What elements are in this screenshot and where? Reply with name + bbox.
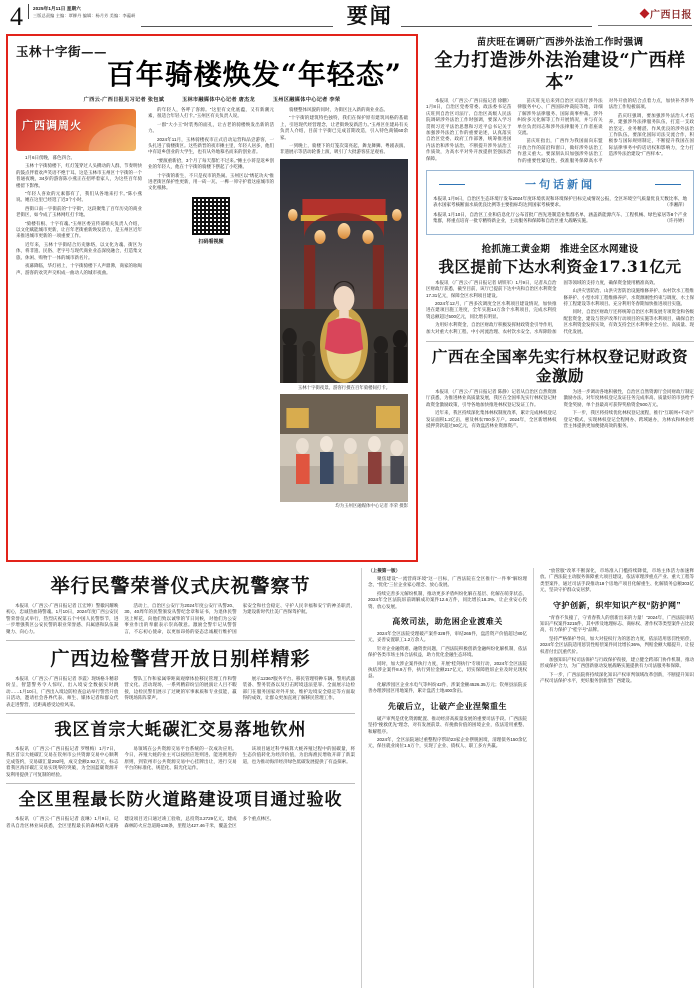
paragraph: 为进一步调动各地积极性，自治区自然资源厅会同财政厅制定激励办法，对年度林权登记发证任务完成率高、质量好的市县给予资金奖励，单个县最高可获得奖励资金500万元。 [563, 388, 694, 407]
paragraph: “放管服”改革不断深化，市场准入门槛持续降低，市场主体活力加速释放。广西法院主动服务保障重大项目建设，依法审理涉重点产业、重大工程等类型案件，通过司法手段推动18个房地产项目化解重生、化解债务总额303亿元，坚决守护群众安居梦。 [540, 568, 694, 593]
paragraph: 针对企业融资难、融资贵问题，广西法院积极创新金融纠纷化解机制，依法保护各类市场主体合法权益，助力优化金融生态环境。 [368, 645, 527, 658]
mid-sub2-body [368, 716, 527, 750]
water-body [426, 280, 694, 336]
border-inspection-headline: 广西边检警营开放日别样精彩 [50, 648, 311, 671]
paragraph: 苗庆旺先后来到自治区司法厅涉外法律服务中心、广西国际仲裁院等地，详细了解涉外法律服务、国际商事仲裁、涉外纠纷多元化解等工作开展情况，并与有关单位负责同志和涉外法律服务工作者座谈交流。 [517, 98, 603, 136]
feature-headline: 百年骑楼焕发“年轻态” [106, 58, 402, 91]
paragraph: “骑楼有根、十字有魂。”玉州区委宣传部相关负责人介绍，以文化赋能城市更新，让百年老街重新焕发活力，是玉州区近年来推进城市更新的一项重要工作。 [16, 220, 142, 239]
feature-article [6, 34, 418, 562]
news-item-text: 本报讯 1月9日，自治区生态环境厅发布2024年度环境状况和环境保护目标完成情况公报，全区环境空气质量优良天数比率、地表水国家考核断面水质优良比例等主要指标均达到国家考核要求。 [433, 196, 687, 208]
news-item [433, 196, 687, 209]
mid-subhead-1: 高效司法，助危困企业渡难关 [392, 617, 503, 627]
paragraph: 下一步，广西法院将持续深化知识产权审判领域改革创新，不断提升知识产权司法保护水平，更好服务创新型广西建设。 [540, 671, 694, 684]
news-item-signature: （李湘萍） [664, 202, 687, 208]
byline-2: 玉林市融媒体中心记者 唐杰龙 [181, 97, 256, 103]
divider [6, 640, 355, 641]
paragraph: 苗庆旺指出，广西作为我国面向东盟开放合作的前沿和窗口，做好涉外法治工作意义重大。要深刻认识加强涉外法治工作的重要性紧迫性，找准服务保障高水平对外开放的结合点着力点，加快补齐涉外法治工作短板弱项。 [517, 98, 694, 163]
folio-meta [28, 4, 141, 19]
mid-sub1-body [368, 631, 527, 695]
photo-illustration [280, 159, 408, 383]
feature-photo-credit: 均为玉州区融媒体中心记者 李荣 摄影 [335, 503, 408, 509]
paragraph: 山洪灾害防治、山洪灾害防治设施维修养护、农村饮水工程维修养护、小型水库工程维修养护、水资源刚性约束与调度、水土保持工程建设等水利项目。充分利用冬春期加快推进项目实施。 [563, 288, 694, 306]
paragraph: 苗庆旺强调，要加强涉外法治人才培养，建强涉外法律服务队伍，打造一支政治坚定、业务精湛、作风优良的涉外法治工作队伍。要深化国际司法交流合作，积极参与国际规则制定，不断提升我国在国际法律事务中的话语权和影响力，全力打造涉外法治建设“广西样本”。 [608, 112, 694, 157]
lower-left-column [6, 568, 362, 988]
paragraph: 坚持严格保护导向，加大对侵权行为的惩治力度，依法适用惩罚性赔偿，2024年全区法院适用惩罚性赔偿案件同比增长36%，判赔金额大幅提升，让侵权者付出沉重代价。 [540, 635, 695, 654]
news-item-signature: （许丹婷） [664, 218, 687, 224]
paragraph: 该项目通过科学核算大蚝养殖过程中的固碳量，将生态价值转化为经济价值，为沿海渔民增收开辟了新渠道，也为推动海洋经济绿色低碳发展提供了有益探索。 [242, 746, 355, 764]
right-sub-body [540, 615, 694, 685]
paragraph: 警队工作和家属零距离观摩体验移民管理工作和警营文化。活动现场，一系列精彩纷呈的展演让人目不暇接，边检民警们展示了过硬的军事素质和专业技能，赢得现场阵阵掌声。 [124, 676, 237, 701]
mid-intro-body [368, 576, 527, 610]
publication-date: 2025年1月11日 星期六 [33, 6, 81, 11]
paragraph: 下一步，我区将持续优化林权登记流程，推行“互联网+不动产登记”模式，实现林权登记全程网办、跨域通办，为林农和林业经营主体提供更加便捷高效的服务。 [563, 410, 694, 428]
right-column [418, 34, 694, 562]
paragraph: 近年来，我区持续深化集体林权制度改革，累计完成林权登记发证面积1.2亿亩，惠及林农700多万户。2024年，全区新增林权抵押贷款超过50亿元，有效盘活林业资源资产。 [426, 410, 557, 428]
qr-block[interactable] [148, 196, 274, 245]
news-item-text: 本报讯 1月10日，自治区工业和信息化厅公布首批广西先进制造业集群名单，涵盖新能源汽车、工程机械、绿色家居等8个产业集群，将重点培育一批专精特新企业，主动服务和保障和自治区重大战略实施。 [433, 211, 687, 224]
mid-subhead-2: 先破后立，让破产企业涅槃重生 [388, 701, 507, 711]
paragraph: 本报讯 （广西云-广西日报记者 徐鹏）1月8日，自治区党委常委、政法委书记苗庆旺到自治区司法厅、自治区高级人民法院调研涉外法治工作时强调，要深入学习贯彻习近平法治思想和习近平总书记关于加强涉外法治工作的重要论述，认真落实自治区党委、政府工作部署，统筹推进国内法治和涉外法治，不断提升涉外法治工作质效，为高水平对外开放提供坚强法治保障。 [426, 98, 512, 161]
editor-credits: 三版总责编 主编：覃柳丹 编辑：杨月芳 美编：李蕴岍 [33, 13, 136, 18]
paragraph: “青春不负撞了，守青春我人的创新出来的力量！”2024年，广西法院审结知识产权案件3215件，其中涉及地理标志、商标权、著作权等类型案件占比较高，有力保护了“桂字号”品牌。 [540, 614, 695, 633]
jump-line: （上接第一版） [368, 568, 401, 573]
paragraph: 本报讯 （广西云-广西日报记者 胡铁军）1月9日，记者从自治区财政厅获悉，截至目前，该厅已提前下达中央和自治区水利资金17.31亿元，保障全区水利项目建设。 [426, 279, 557, 298]
paragraph: 本报讯 （广西云-广西日报记者 罗继梅）1月7日，我区首宗大蚝碳汇交易在钦州市公共资源交易中心顺利完成签约，交易碳汇量292吨，成交金额2.92万元，标志着我区海洋碳汇交易实现零的突破，为全国蓝碳资源开发利用提供了可复制的经验。 [6, 746, 119, 777]
main-content-grid [6, 34, 694, 562]
guangxi-brand-art [16, 109, 136, 151]
paragraph: 本报讯 （广西云-广西日报记者 江宏坤）警徽闪耀映初心，忠诚热血铸警魂。1月10日，2024年度广西公安民警荣誉仪式举行，热烈庆祝第五个中国人民警察节，进一步增强我区公安民警的职业荣誉感、归属感和队伍凝聚力、向心力。 [6, 603, 119, 634]
lower-section [6, 568, 694, 988]
paragraph: 近年来，玉林十字街结合历史脉络，以文化为魂、街区为体，将非遗、民俗、老字号与现代商业业态深度融合，打造集文旅、休闲、购物于一体的城市新名片。 [16, 241, 142, 260]
paragraph: 同时，加大涉企案件执行力度，开展“桂剑执行”专项行动，2024年全区法院执结涉企案件8.9万件，执行到位金额217亿元，切实保障胜诉企业及时兑现权益。 [368, 660, 527, 679]
paragraph: “要演重新拾，3个月了每天都忙不过来。”摊主小蒋是返乡创业的年轻人，他在十字街的骑楼下摆起了小吃摊。 [148, 157, 274, 170]
brand-rule [598, 25, 692, 26]
water-kicker: 抢抓施工黄金期 推进全区水网建设 [481, 243, 639, 255]
photo-illustration-2 [280, 394, 408, 502]
feature-secondary-photo [280, 394, 408, 502]
news-item [433, 212, 687, 225]
right-subhead: 守护创新，织牢知识产权“防护网” [553, 600, 681, 610]
paragraph: “十字街的建筑特色独特，我们在保护原有建筑风格的基础上，引进现代经营理念，让老街焕发新活力。”玉州区住建局有关负责人介绍，目前十字街已完成首期改造，引入特色商铺60余家。 [280, 115, 408, 140]
paragraph: 聚焦建设“一流营商环境”这一目标，广西法院在全区推行“一件事”解纷理念，“优化”三位企业家心理念、放心发展。 [368, 576, 527, 588]
brand-logo [641, 6, 692, 21]
border-inspection-body [6, 676, 355, 708]
paragraph: 加强知识产权司法保护与行政保护衔接，建立健全跨部门协作机制，推动形成保护合力，为广西创新驱动发展战略实施提供有力司法服务和保障。 [540, 657, 694, 669]
paragraph: 同时，自治区财政厅还将统筹自治区水利发展专项资金和各级配套资金，建设与管护改革行动项目的实施等水利项目，确保自治区水利资金发挥实效，有效支持全区水利事业全方位、高质量、现代化发展。 [563, 309, 694, 334]
paragraph: 持续完善多元解纷机制，推动更多矛盾纠纷化解在基层、化解在萌芽状态，2024年全区法院诉前调解成功案件12.6万件，同比增长18.3%，让企业安心投资、放心发展。 [368, 590, 527, 609]
brand-name: 广西日报 [650, 10, 692, 21]
qr-label: 扫码看视频 [198, 238, 224, 245]
paragraph: 本报讯 （广西云-广西日报记者 陈静）记者从自治区自然资源厅获悉，为推进林业高质量发展，我区在全国率先实行林权登记财政资金激励政策，引导各地加快推进林权登记发证工作。 [426, 388, 557, 407]
feature-photo-caption: 玉林十字街夜景。游客行摄在百年骑楼间打卡。 [297, 384, 391, 390]
firebreak-road-headline: 全区里程最长防火道路建设项目通过验收 [18, 790, 343, 811]
feature-byline [16, 96, 408, 103]
paragraph: 为用好水利资金，自治区财政厅积极发挥财政资金引导作用，加大对重大水利工程、中小河流治理、农村饮水安全、水库除险加固等领域的支持力度，确保资金使用精准高效。 [426, 279, 658, 334]
lead-headline: 全力打造涉外法治建设“广西样本” [434, 50, 686, 93]
paragraph: 玉林十字街骑楼下，红灯笼穿过人头攒动的人群，节奏明快的鼓点伴着欢声笑语不绝于耳。这是玉林市玉州区十字街的一个普通夜晚，34岁的游客陈小燕正在招呼着家人，为这些百年骑楼留下影像。 [16, 163, 142, 188]
paragraph: 骑楼整体风貌的同时，为街区注入新的商业业态。 [289, 107, 388, 112]
paragraph: 一到晚上，骑楼下的灯笼次第亮起，舞龙舞狮、粤剧表演、非遗展示等活动轮番上演，吸引了大批游客驻足观看。 [280, 143, 408, 155]
divider [6, 783, 355, 784]
feature-main-photo [280, 159, 408, 383]
feature-column-1 [16, 107, 142, 509]
paragraph: 本报讯 （广西云-广西日报记者 李震）现场格斗精彩纷呈，智慧警务令人惊叹，出入境安全数据实时跳动……1月10日，广西出入境边防检查总站举行警营开放日活动，邀请社会各界代表、师生、媒体记者和群众代表走进警营，近距离感受边检风采。 [6, 676, 119, 707]
feature-col2-body [148, 107, 274, 192]
qr-code-icon[interactable] [191, 196, 231, 236]
byline-3: 玉州区融媒体中心记者 李荣 [272, 97, 341, 103]
paragraph: 十字街的新生，不只是夜市的热闹。玉州区以“绣花功夫”推进老街区保护性更新，用一砖一瓦、一榫一卯守护着这座城市的文化根脉。 [148, 172, 274, 191]
lower-middle-column [362, 568, 534, 988]
art-logo-text: 广西调周火 [22, 119, 82, 132]
police-body [6, 603, 355, 635]
forest-headline: 广西在全国率先实行林权登记财政资金激励 [431, 346, 688, 385]
masthead-rule-left [141, 26, 332, 27]
diamond-icon [640, 9, 650, 19]
oyster-carbon-headline: 我区首宗大蚝碳汇交易落地钦州 [54, 720, 307, 741]
newspaper-brand [598, 4, 694, 26]
masthead [6, 0, 694, 34]
lead-body [426, 98, 694, 164]
paragraph: 破产审判是优化资源配置、推动经济高质量发展的重要司法手段。广西法院坚持“挽救优先”理念，对有发展前景、有挽救价值的困境企业，依法适用重整、和解程序。 [368, 715, 527, 734]
police-headline: 举行民警荣誉仪式庆祝警察节 [50, 575, 311, 597]
paragraph: 一群“大小王”时装秀的面孔，让古老的骑楼焕发出新的活力。 [148, 121, 274, 134]
paragraph: 2024年11月，玉林骑楼夜市正式启动运营和品尝游客，一头扎进了骑楼街区。这些新晋的夜市摊主里，年轻人居多，他们中有返乡创业的大学生，也有从外地慕名而来的创业者。 [148, 136, 274, 155]
page-number: 4 [10, 2, 22, 31]
divider [6, 713, 355, 714]
paragraph: 2024年12月，广西多次调度全区水利项目建设情况，加快推进在建项目施工进度，全年实施14万余个水利项目，完成水利投资总额超过500亿元，同比增长明显。 [426, 300, 557, 319]
feature-col3-body [280, 107, 408, 156]
paragraph: 2024年全区法院受理破产案件328件，审结265件，盘活资产价值超过80亿元，妥善安置职工1.2万余人。 [368, 631, 527, 643]
section-title: 要闻 [346, 3, 393, 28]
feature-columns [16, 107, 408, 509]
feature-column-2 [148, 107, 274, 509]
water-headline: 我区提前下达水利资金17.31亿元 [438, 256, 682, 276]
paragraph: 夜幕降临，华灯初上，十字街骑楼下人声鼎沸，商家的吆喝声、游客的欢笑声交织成一曲动人的城市夜曲。 [16, 263, 142, 275]
oyster-carbon-body [6, 746, 355, 778]
masthead-rule-right [401, 26, 592, 27]
feature-kicker: 玉林十字街—— [16, 44, 108, 59]
news-box-title: 一句话新闻 [433, 176, 687, 192]
divider [426, 341, 694, 342]
swoosh-shape [83, 117, 136, 151]
paragraph: 的年轻人，各呼了客源。“这里有文化底蕴，又有新潮元素，很适合年轻人打卡。”玉州区有关负责人说。 [148, 107, 274, 119]
right-intro-body [540, 568, 694, 594]
one-sentence-news-box [426, 170, 694, 235]
paragraph: 活动上，自治区公安厅为2024年度公安厅从警20、30、40周年的民警颁发从警纪念章和证书，为退休民警送上鲜花，向他们致以诚挚的节日问候，对他们为公安事业作出的奉献表示崇高敬意。激励全警牢记从警誓言，不忘初心使命，以更加昂扬的姿态忠诚履行维护国家安全和社会稳定、守护人民幸福和安宁的神圣职责，为建设新时代壮美广西保驾护航。 [124, 603, 355, 634]
paragraph: 1月6日傍晚，暮色四合。 [25, 155, 76, 160]
paragraph: 展示12367服务平台、移民管理特种车辆、警用武器装备、警务装备以及打击跨境违法犯罪、全面展示边检部门在服务国家对外开放、维护边境安全稳定等方面取得的成效，让群众更加直观了解移民管理工作。 [242, 676, 355, 701]
lower-right-column [534, 568, 694, 988]
paragraph: 易领域在公共资源交易平台系统的一次成功应用。今日，养殖大蚝的业主可以按照应进则进、能进则进的原则，到钦州市公共资源交易中心挂牌出让，进行交易平台的标准化、规范化、阳光化运作。 [124, 746, 237, 771]
paragraph: 2024年，全区法院通过重整程序帮助23家企业摆脱困境，清理债务150余亿元，保住就业岗位1.5万个，实现了企业、债权人、职工多方共赢。 [368, 736, 527, 749]
feature-col1-body [16, 155, 142, 276]
paragraph: 西街口南一字街前的“十字街”，这段聚集了百年历史的商业老街区，如今成了玉林网红打卡地。 [16, 205, 142, 218]
paragraph: 化解涉园区企业水电气等纠纷42件，涉案金额4526.35万元；钦州县法院妥善办理涉园区用地案件，累计盘活土地400余亩。 [368, 681, 527, 694]
byline-1: 广西云-广西日报见习记者 张包斌 [83, 97, 165, 103]
forest-body [426, 389, 694, 431]
lead-kicker: 苗庆旺在调研广西涉外法治工作时强调 [476, 37, 644, 48]
paragraph: 本报讯 （广西云-广西日报记者 袁琳）1月9日，记者从自治区林业局获悉，全区里程最长的森林防火道路建设项目近日通过竣工验收，总投资3.2729亿元，建成森林防火应急道路130条，里程达427.46千米，覆盖全区多个重点林区。 [6, 816, 275, 828]
paragraph: “年轻人喜欢的元素都有了，我们从各地来打卡。”陈小燕说。她在这里已经逛了近3个小时。 [16, 191, 142, 203]
firebreak-road-body [6, 816, 355, 829]
feature-column-3 [280, 107, 408, 509]
